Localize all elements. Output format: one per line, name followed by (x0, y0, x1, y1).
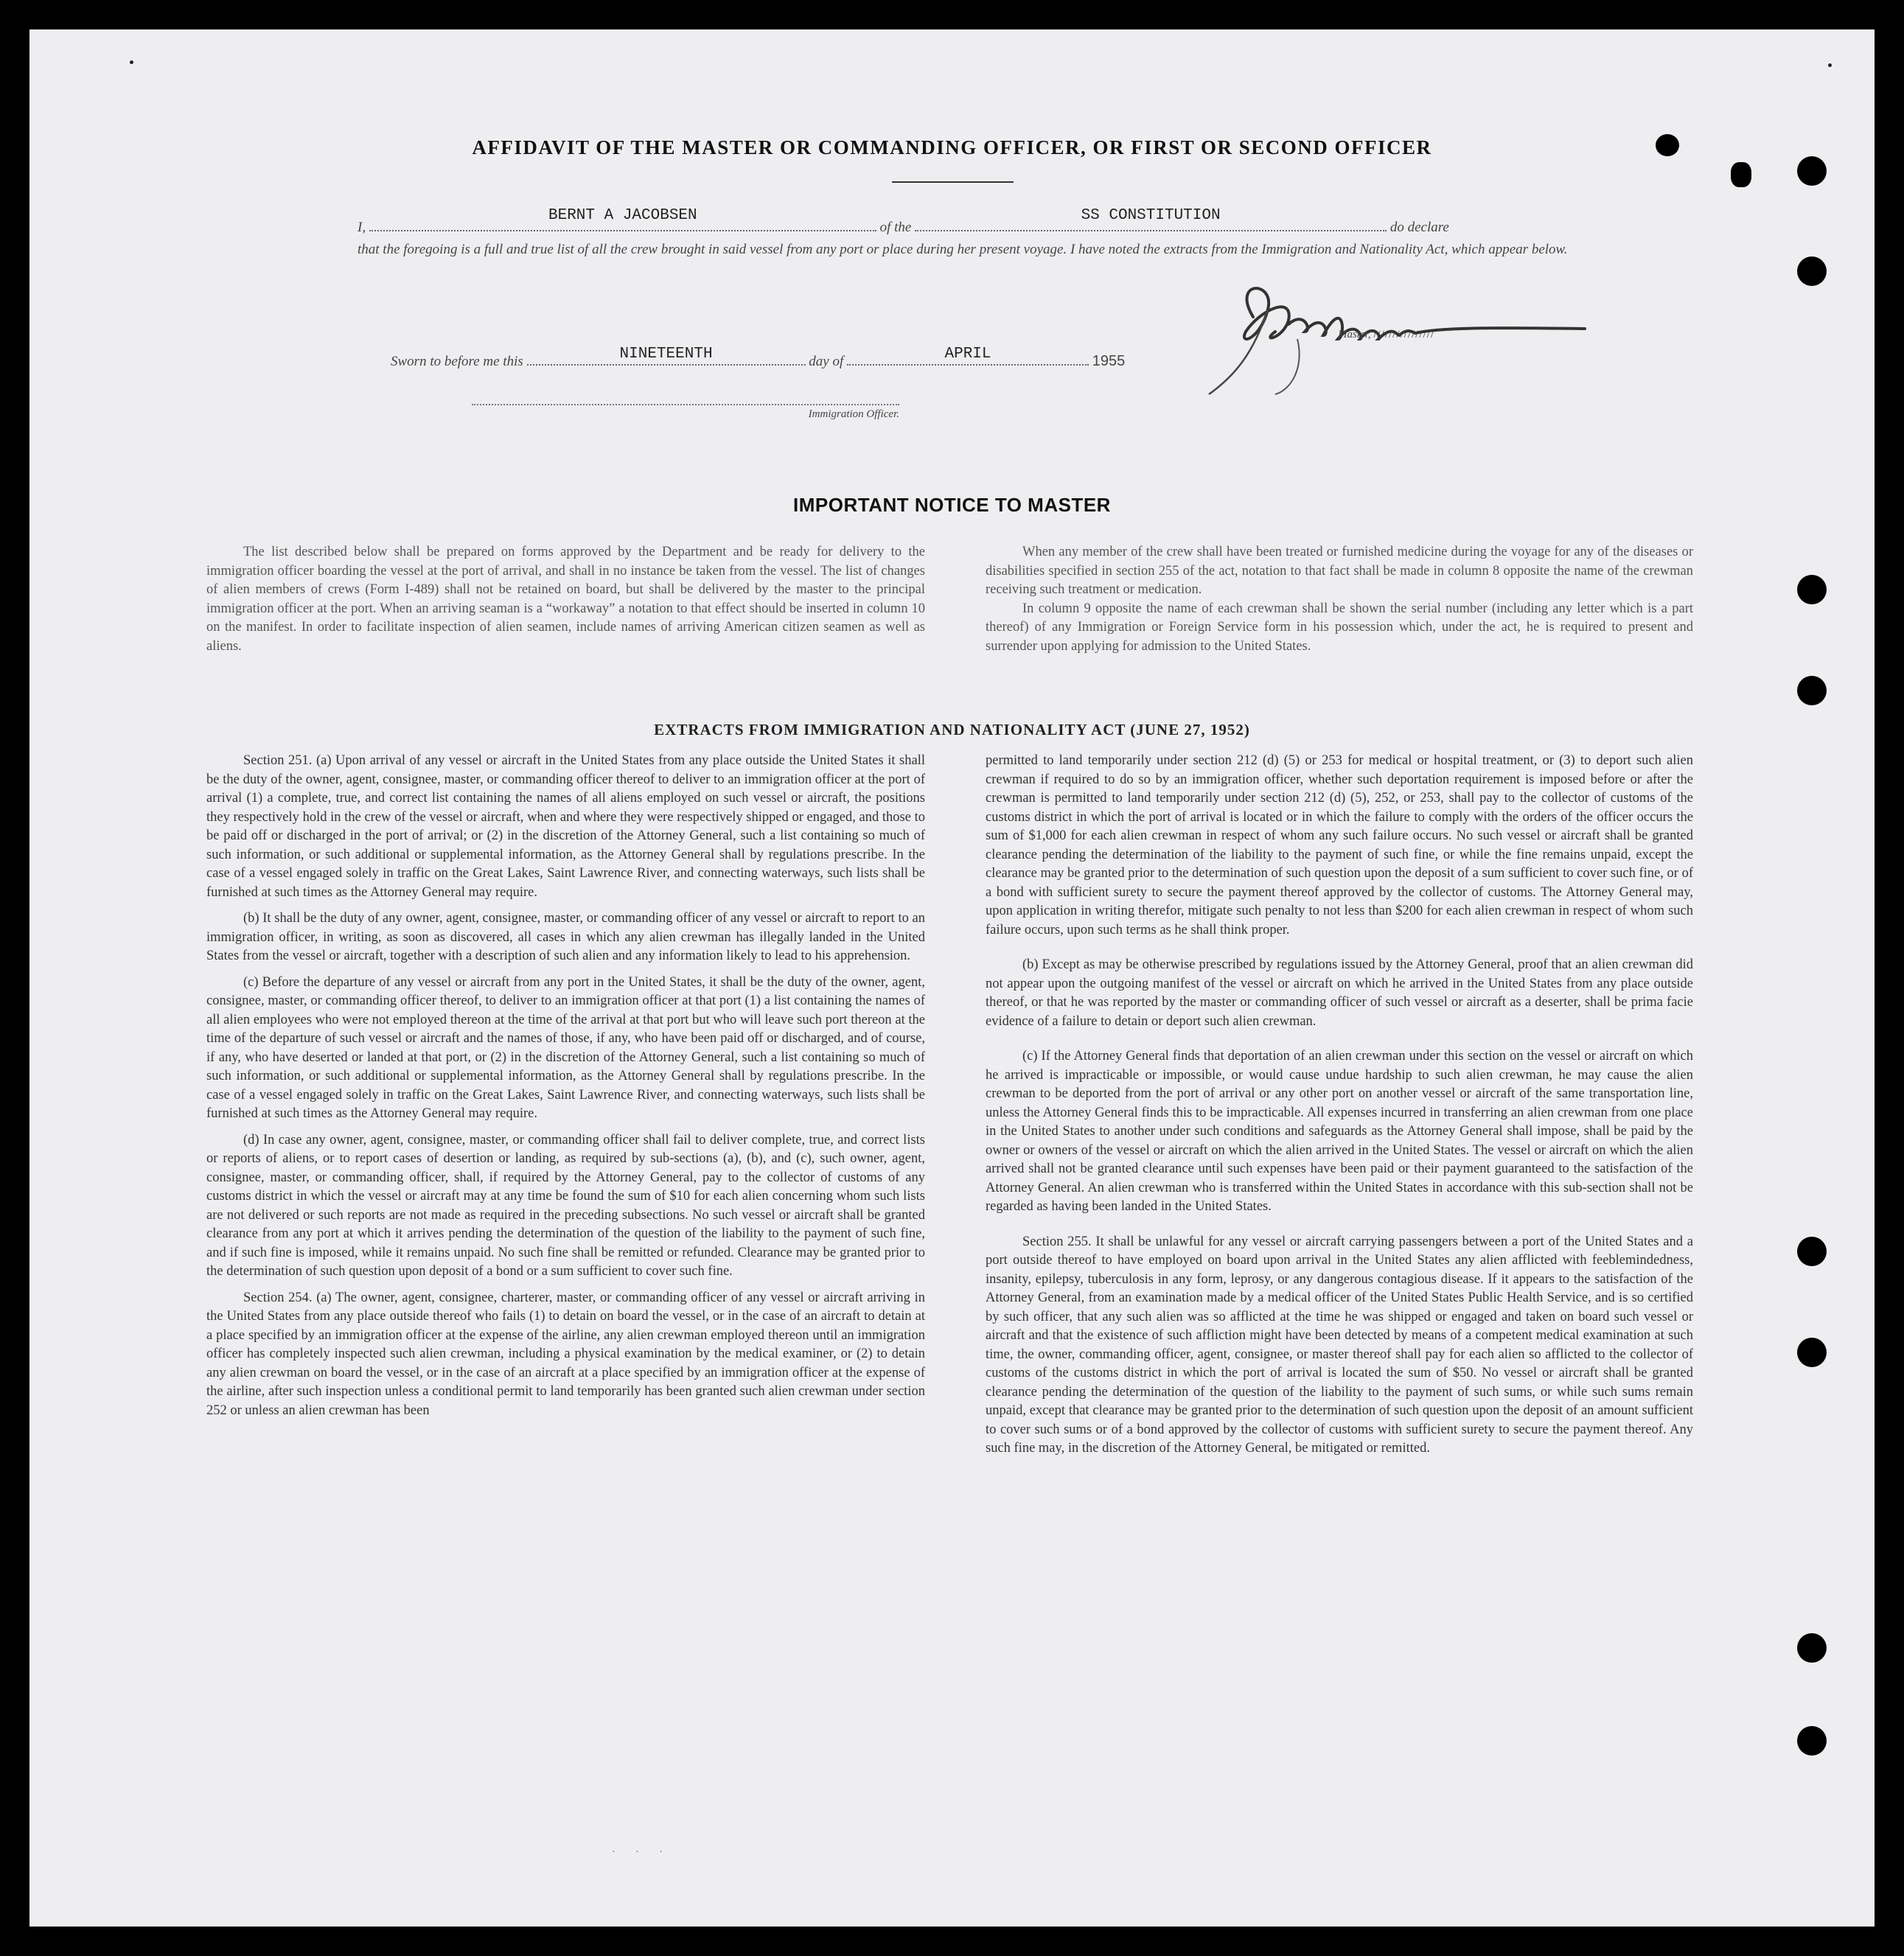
extract-paragraph: (c) If the Attorney General finds that deportation of an alien crewman under this section on the vessel or aircraft on which he arrived is impracticable or impossible, or would cause undue hardship to such alien crewman, he may cause the alien crewman to be deported from the port of arrival or any other port on another vessel or aircraft of the same transportation line, unless the Attorney General finds this to be impracticable. All expenses incurred in transferring an alien crewman from one place in the United States to another under such conditions and safeguards as the Attorney General shall impose, shall be paid by the owner or owners of the vessel or aircraft on which the alien arrived in the United States. The vessel or aircraft on which the alien arrived shall not be granted clearance until such expenses have been paid or their payment guaranteed to the satisfaction of the Attorney General. An alien crewman who is transferred within the United States in accordance with this sub-section shall not be regarded as having been landed in the United States. (986, 1049, 1693, 1214)
declarant-name: BERNT A JACOBSEN (548, 207, 697, 224)
extracts-right-column (986, 752, 1693, 1459)
extract-paragraph: Section 255. It shall be unlawful for any vessel or aircraft carrying passengers between a port of the United States and a port outside thereof to have employed on board upon arrival in the United States any alien afflicted with feeblemindedness, insanity, epilepsy, tuberculosis in any form, leprosy, or any dangerous contagious disease. If it appears to the satisfaction of the Attorney General, from an examination made by a medical officer of the United States Public Health Service, and is so certified by such officer, that any such alien was so afflicted at the time he was shipped or engaged and taken on board such vessel or aircraft and that the existence of such affliction might have been detected by means of a competent medical examination at such time, the owner, commanding officer, agent, consignee, or master thereof shall pay for each alien so afflicted to the collector of customs of the customs district in which the port of arrival is located the sum of $50. No vessel or aircraft shall be granted clearance pending the determination of the question of the liability to the payment of such sums, or while such sums remain unpaid, except that clearance may be granted prior to the determination of such question upon the deposit of an amount sufficient to cover such sums or of a bond approved by the collector of customs with sufficient surety to secure the payment thereof. Any such fine may, in the discretion of the Attorney General, be mitigated or remitted. (986, 1234, 1693, 1456)
sworn-line (391, 348, 1125, 370)
master-label: Master, (1338, 329, 1371, 340)
punch-hole (1797, 676, 1827, 705)
notice-paragraph: The list described below shall be prepared on forms approved by the Department and be ready for delivery to the immigration officer boarding the vessel at the port of arrival, and shall in no instance be taken from the vessel. The list of changes of alien members of crews (Form I-489) shall not be retained on board, but shall be delivered by the master to the principal immigration officer at the port. When an arriving seaman is a “workaway” a notation to that effect should be inserted in column 10 on the manifest. In order to facilitate inspection of alien seamen, include names of arriving American citizen seamen as well as aliens. (206, 545, 925, 654)
sworn-month: APRIL (944, 346, 991, 363)
affidavit-title: AFFIDAVIT OF THE MASTER OR COMMANDING OFFICER, OR FIRST OR SECOND OFFICER (472, 136, 1432, 158)
extract-paragraph: (b) It shall be the duty of any owner, agent, consignee, master, or commanding officer of any vessel or aircraft to report to an immigration officer, in writing, as soon as discovered, all cases in which any alien crewman has illegally landed in the United States from the vessel or aircraft, together with a description of such alien and any information likely to lead to his apprehension. (206, 911, 925, 963)
punch-hole (1731, 162, 1751, 187)
year-suffix: 55 (1109, 353, 1126, 369)
year-prefix: 19 (1092, 353, 1109, 369)
extract-paragraph: Section 251. (a) Upon arrival of any vessel or aircraft in the United States from any place outside the United States it shall be the duty of the owner, agent, consignee, master, or commanding officer thereof to deliver to an immigration officer at the port of arrival (1) a complete, true, and correct list containing the names of all aliens employed on such vessel or aircraft, the positions they respectively hold in the crew of the vessel or aircraft, when and where they were respectively shipped or engaged, and those to be paid off or discharged in the port of arrival; or (2) in the discretion of the Attorney General, such a list containing so much of such information, or such additional or supplemental information, as the Attorney General shall by regulations prescribe. In the case of a vessel engaged solely in traffic on the Great Lakes, Saint Lawrence River, and connecting waterways, such lists shall be furnished at such times as the Attorney General may require. (206, 753, 925, 900)
vessel-name: SS CONSTITUTION (1081, 207, 1221, 224)
extract-paragraph: (c) Before the departure of any vessel or aircraft from any port in the United States, it shall be the duty of the owner, agent, consignee, master, or commanding officer thereof, to deliver to an immigration officer at that port (1) a list containing the names of all alien employees who were not employed thereon at the time of the arrival at that port but who will leave such port thereon at the time of the departure of such vessel or aircraft and the names of those, if any, who have been paid off or discharged, and of course, if any, who have deserted or landed at that port, or (2) in the discretion of the Attorney General, such a list containing so much of such information, or such additional or supplemental information, as the Attorney General shall by regulations prescribe. In the case of a vessel engaged solely in traffic on the Great Lakes, Saint Lawrence River, and connecting waterways, such lists shall be furnished at such times as the Attorney General may require. (206, 974, 925, 1121)
do-declare-label: do declare (1389, 220, 1449, 235)
punch-hole (1797, 256, 1827, 286)
punch-hole (1797, 1633, 1827, 1663)
footer-dots: · · · (612, 1847, 672, 1858)
punch-hole (1797, 1237, 1827, 1266)
punch-hole (1797, 1338, 1827, 1367)
sworn-day: NINETEENTH (619, 346, 713, 363)
vessel-name-field (915, 207, 1387, 231)
extract-paragraph: permitted to land temporarily under section 212 (d) (5) or 253 for medical or hospital treatment, or (3) to deport such alien crewman if required to do so by an immigration officer, whether such deportation requirement is imposed before or after the crewman is permitted to land temporarily under section 212 (d) (5), 252, or 253, shall pay to the collector of customs of the customs district in which the port of arrival is located or in which the failure to comply with the orders of the officer occurs the sum of $1,000 for each alien crewman in respect of whom any such failure occurs. No such vessel or aircraft shall be granted clearance pending the determination of the liability to the payment of such fine, or while the fine remains unpaid, except the clearance may be granted prior to the determination of such question upon the deposit of a sum sufficient to cover such fine, or of a bond with sufficient surety to secure the payment thereof approved by the collector of customs. The Attorney General may, upon application in writing therefor, mitigate such penalty to not less than $200 for each alien crewman in respect of whom such failure occurs, upon such terms as he shall think proper. (986, 753, 1693, 937)
immigration-officer-line (472, 404, 899, 405)
notice-right-column (986, 543, 1693, 656)
notice-title: IMPORTANT NOTICE TO MASTER (793, 494, 1111, 516)
sworn-day-field (527, 348, 806, 366)
declarant-name-field (369, 207, 876, 231)
declarant-prefix: I, (358, 220, 366, 235)
punch-hole (1797, 156, 1827, 186)
master-struck-text: //////////////// (1373, 329, 1435, 340)
immigration-officer-label: Immigration Officer. (808, 408, 899, 420)
declaration-statement: that the foregoing is a full and true list of all the crew brought in said vessel from any port or place during her present voyage. I have noted the extracts from the Immigration and Nationality Act, which appear below. (358, 242, 1568, 257)
extracts-left-column (206, 752, 925, 1420)
notice-left-column (206, 543, 925, 656)
punch-hole (1797, 1726, 1827, 1756)
declaration-line (358, 207, 1574, 240)
extract-paragraph: (b) Except as may be otherwise prescribed by regulations issued by the Attorney General, proof that an alien crewman did not appear upon the outgoing manifest of the vessel or aircraft on which he arrived in the United States from any place outside thereof, or that he was reported by the master or commanding officer of such vessel or aircraft as a deserter, shall be prima facie evidence of a failure to detain or deport such alien crewman. (986, 957, 1693, 1029)
sworn-month-field (847, 348, 1089, 366)
document-page (29, 29, 1875, 1927)
punch-hole (1797, 575, 1827, 604)
of-the-label: of the (879, 220, 912, 235)
speck (1828, 63, 1832, 67)
extracts-title: EXTRACTS FROM IMMIGRATION AND NATIONALITY ACT (JUNE 27, 1952) (654, 721, 1250, 738)
notice-paragraph: In column 9 opposite the name of each crewman shall be shown the serial number (including any letter which is a part thereof) of any Immigration or Foreign Service form in his possession which, under the act, he is required to present and surrender upon applying for admission to the United States. (986, 601, 1693, 654)
master-title (1338, 329, 1434, 341)
title-rule (892, 181, 1014, 183)
notice-paragraph: When any member of the crew shall have been treated or furnished medicine during the voyage for any of the diseases or disabilities specified in section 255 of the act, notation to that fact shall be made in column 8 opposite the name of the crewman receiving such treatment or medication. (986, 545, 1693, 597)
extract-paragraph: Section 254. (a) The owner, agent, consignee, charterer, master, or commanding officer of any vessel or aircraft arriving in the United States from any place outside thereof who fails (1) to detain on board the vessel, or in the case of an aircraft to detain at a place specified by an immigration officer at the expense of the airline, any alien crewman employed thereon until an immigration officer has completely inspected such alien crewman, including a physical examination by the medical examiner, or (2) to detain any alien crewman on board the vessel, or in the case of an aircraft at a place specified by an immigration officer at the expense of the airline, after such inspection unless a conditional permit to land temporarily has been granted such alien crewman under section 252 or unless an alien crewman has been (206, 1290, 925, 1418)
speck (130, 60, 133, 64)
sworn-prefix: Sworn to before me this (391, 354, 523, 369)
extract-paragraph: (d) In case any owner, agent, consignee, master, or commanding officer shall fail to deliver complete, true, and correct lists or reports of aliens, or to report cases of desertion or landing, as required by sub-sections (a), (b), and (c), such owner, agent, consignee, master, or commanding officer, shall, if required by the Attorney General, pay to the collector of customs of any customs district in which the vessel or aircraft may at any time be found the sum of $10 for each alien concerning whom such lists are not delivered or such reports are not made as required in the preceding subsections. No such vessel or aircraft shall be granted clearance from any port at which it arrives pending the determination of the question of the liability to the payment of such fine, and if such fine is imposed, while it remains unpaid. No such fine shall be remitted or refunded. Clearance may be granted prior to the determination of such question upon deposit of a bond or a sum sufficient to cover such fine. (206, 1132, 925, 1279)
day-of-label: day of (809, 354, 844, 369)
